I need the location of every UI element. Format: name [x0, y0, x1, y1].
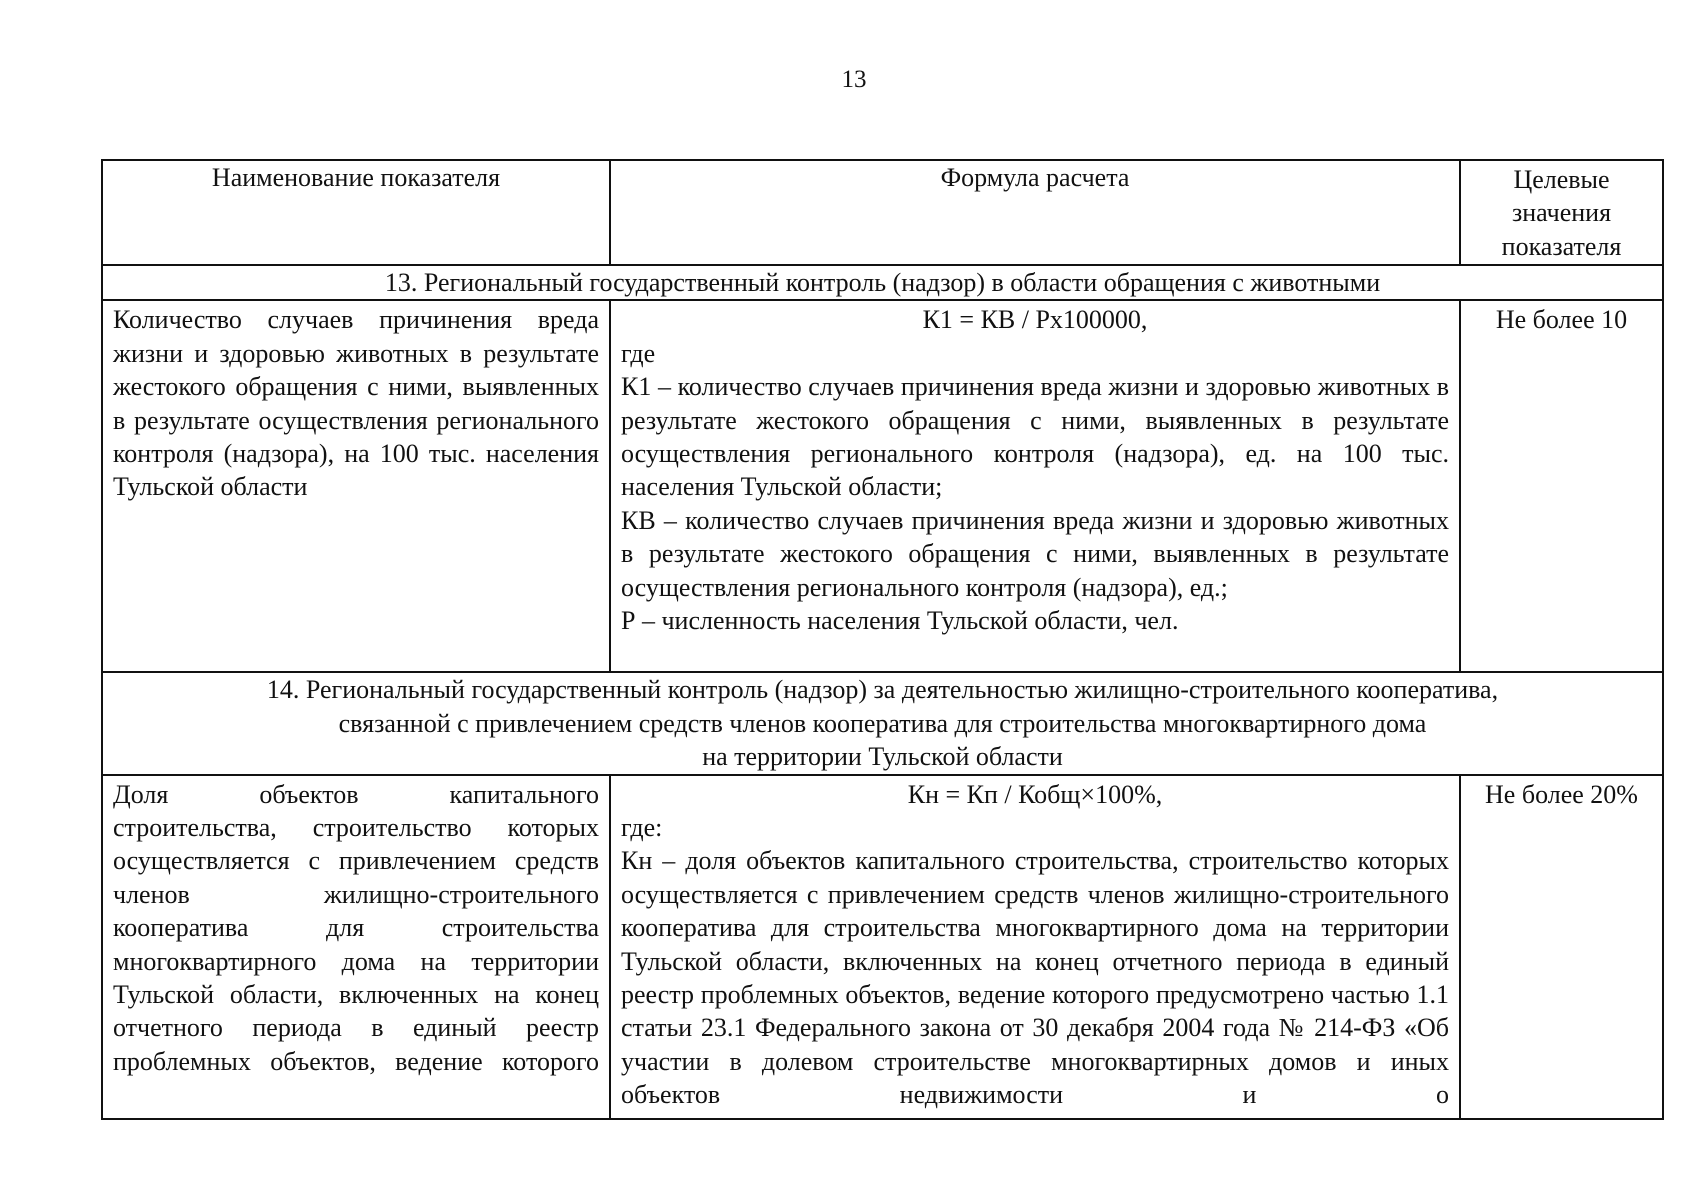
header-indicator-name: Наименование показателя — [102, 160, 610, 265]
formula-definition-kn: Кн – доля объектов капитального строительства, строительство которых осуществляется с привлечением средств членов жилищно-строительного кооператива для строительства многоквартирного дома на территории Тульской области, включенных на конец отчетного периода в единый реестр проблемных объектов, ведение которого предусмотрено частью 1.1 статьи 23.1 Федерального закона от 30 декабря 2004 года № 214-ФЗ «Об участии в долевом строительстве многоквартирных домов и иных объектов недвижимости и о — [621, 846, 1449, 1110]
section-title-14-line-2: связанной с привлечением средств членов кооператива для строительства многоквартирного дома — [338, 708, 1427, 738]
indicator-name-14: Доля объектов капитального строительства, строительство которых осуществляется с привлечением средств членов жилищно-строительного кооператива для строительства многоквартирного дома на территории Тульской области, включенных на конец отчетного периода в единый реестр проблемных объектов, ведение которого — [113, 779, 599, 1076]
indicators-table — [101, 159, 1664, 1120]
indicator-name-14-cell — [102, 775, 610, 1119]
section-row-13 — [102, 265, 1663, 300]
section-title-14 — [102, 672, 1663, 774]
section-title-14-line-3: на территории Тульской области — [702, 742, 1063, 772]
formula-cell-13 — [610, 300, 1460, 672]
table-header-row — [102, 160, 1663, 265]
formula-definition-kv: КВ – количество случаев причинения вреда жизни и здоровью животных в результате жестокого обращения с ними, выявленных в результате осуществления регионального контроля (надзора), ед.; — [621, 505, 1449, 602]
table-row — [102, 775, 1663, 1119]
page-number: 13 — [841, 66, 867, 93]
target-value-13: Не более 10 — [1460, 300, 1663, 672]
header-target-values: Целевые значения показателя — [1460, 160, 1663, 265]
section-title-13: 13. Региональный государственный контроль (надзор) в области обращения с животными — [102, 265, 1663, 300]
header-formula: Формула расчета — [610, 160, 1460, 265]
table-row — [102, 300, 1663, 672]
target-value-14: Не более 20% — [1460, 775, 1663, 1119]
formula-where-13: где — [621, 338, 656, 368]
formula-cell-14 — [610, 775, 1460, 1119]
indicator-name-13: Количество случаев причинения вреда жизни и здоровью животных в результате жестокого обращения с ними, выявленных в результате осуществления регионального контроля (надзора), на 100 тыс. населения Тульской области — [102, 300, 610, 672]
formula-definition-k1: К1 – количество случаев причинения вреда жизни и здоровью животных в результате жестокого обращения с ними, выявленных в результате осуществления регионального контроля (надзора), ед. на 100 тыс. населения Тульской области; — [621, 372, 1449, 502]
section-title-14-line-1: 14. Региональный государственный контроль (надзор) за деятельностью жилищно-строительного кооператива, — [266, 675, 1499, 705]
formula-where-14: где: — [621, 813, 663, 843]
formula-expression-14: Кн = Кп / Кобщ×100%, — [907, 779, 1163, 809]
formula-expression-13: К1 = КВ / Рх100000, — [922, 305, 1148, 335]
formula-definition-p: Р – численность населения Тульской области, чел. — [621, 606, 1179, 636]
section-row-14 — [102, 672, 1663, 774]
